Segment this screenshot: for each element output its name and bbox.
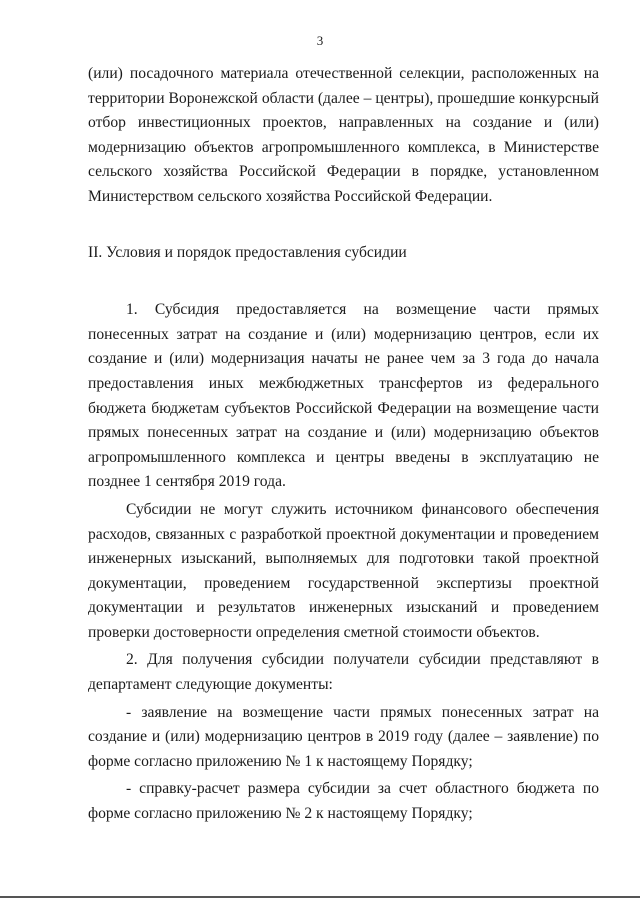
scan-edge-line: [0, 896, 640, 898]
paragraph-documents-intro: 2. Для получения субсидии получатели субсидии представляют в департамент следующие документы:: [88, 651, 599, 694]
intro-paragraph: (или) посадочного материала отечественной селекции, расположенных на территории Воронежской области (далее – центры), прошедшие конкурсный отбор инвестиционных проектов, направленных на создание и (или) модернизацию объектов агропромышленного комплекса, в Министерстве сельского хозяйства Российской Федерации в порядке, установленном Министерством сельского хозяйства Российской Федерации.: [88, 65, 599, 205]
page-number: 3: [316, 33, 324, 48]
list-item-calculation: - справку-расчет размера субсидии за счет областного бюджета по форме согласно приложению № 2 к настоящему Порядку;: [88, 780, 599, 823]
paragraph-subsidy-purpose: 1. Субсидия предоставляется на возмещение части прямых понесенных затрат на создание и (или) модернизацию центров, если их создание и (или) модернизация начаты не ранее чем за 3 года до начала предоставления иных межбюджетных трансфертов из федерального бюджета бюджетам субъектов Российской Федерации на возмещение части прямых понесенных затрат на создание и (или) модернизацию объектов агропромышленного комплекса и центры введены в эксплуатацию не позднее 1 сентября 2019 года.: [88, 301, 599, 491]
section-heading: II. Условия и порядок предоставления субсидии: [88, 243, 407, 261]
document-body: [88, 62, 599, 827]
paragraph-subsidy-restrictions: Субсидии не могут служить источником финансового обеспечения расходов, связанных с разработкой проектной документации и проведением инженерных изысканий, выполняемых для подготовки такой проектной документации, проведением государственной экспертизы проектной документации и результатов инженерных изысканий и проведением проверки достоверности определения сметной стоимости объектов.: [88, 500, 599, 641]
list-item-application: - заявление на возмещение части прямых понесенных затрат на создание и (или) модернизацию центров в 2019 году (далее – заявление) по форме согласно приложению № 1 к настоящему Порядку;: [88, 703, 599, 770]
